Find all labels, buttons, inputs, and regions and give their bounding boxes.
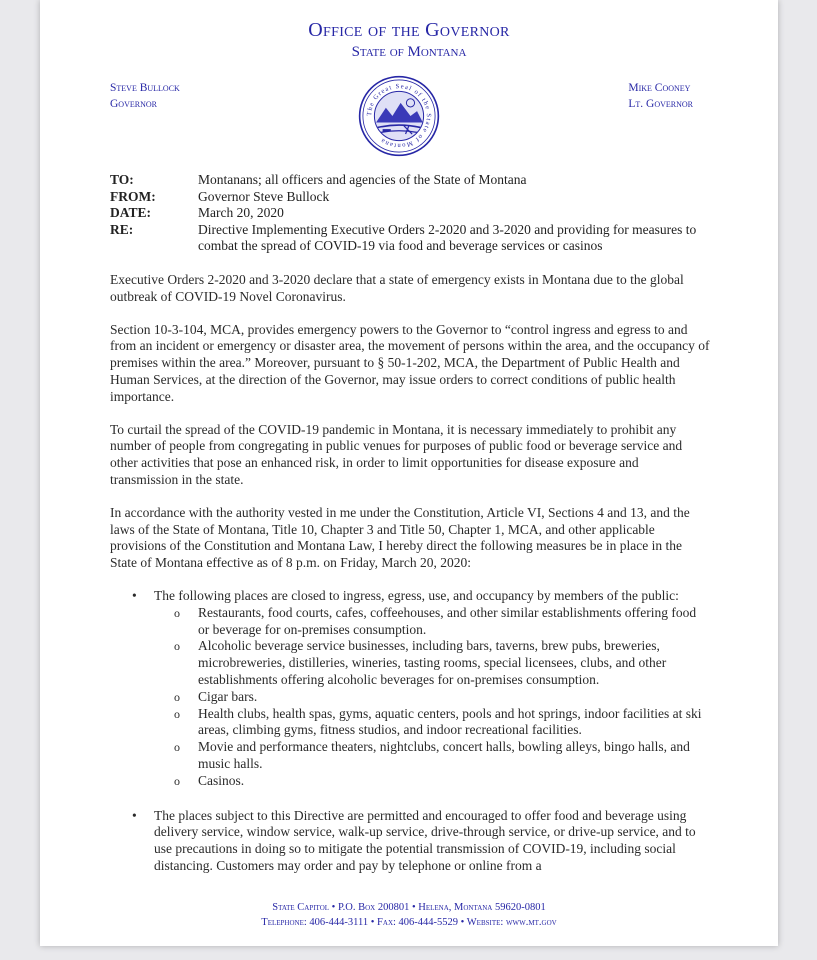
letterhead-footer	[40, 900, 778, 930]
memo-from-value: Governor Steve Bullock	[198, 188, 330, 204]
paragraph: In accordance with the authority vested in me under the Constitution, Article VI, Sections 4 and 13, and the laws of the State of Montana, Title 10, Chapter 3 and Title 50, Chapter 1, MCA, and other applicable provisions of the Constitution and Montana Law, I hereby direct the following measures be in place in the State of Montana effective as of 8 p.m. on Friday, March 20, 2020:	[110, 504, 690, 571]
footer-address: State Capitol • P.O. Box 200801 • Helena, Montana 59620-0801	[272, 902, 546, 913]
memo-to-row	[110, 172, 710, 189]
list-item-text: Health clubs, health spas, gyms, aquatic centers, pools and hot springs, indoor facilities at ski areas, climbing gyms, fitness studios, and indoor recreational facilities.	[198, 705, 702, 738]
lt-governor-block	[628, 80, 693, 112]
lt-governor-name: Mike Cooney	[628, 82, 691, 94]
list-item-text: Restaurants, food courts, cafes, coffeehouses, and other similar establishments offering food or beverage for on-premises consumption.	[198, 604, 697, 637]
letter-body	[110, 272, 710, 893]
list-item	[154, 605, 710, 639]
list-item-text: Cigar bars.	[198, 688, 258, 704]
paragraph: Section 10-3-104, MCA, provides emergency powers to the Governor to “control ingress and egress to and from an incident or emergency or disaster area, the movement of persons within the area, and the occupancy of premises within the area.” Moreover, pursuant to § 50-1-202, MCA, the Department of Public Health and Human Services, at the direction of the Governor, may issue orders to correct conditions of public health importance.	[110, 321, 710, 404]
governor-name: Steve Bullock	[110, 82, 180, 94]
sub-bullet-marker: o	[174, 773, 180, 788]
memo-from-label: FROM:	[110, 188, 156, 204]
sub-bullet-marker: o	[174, 605, 180, 620]
memo-to-label: TO:	[110, 172, 134, 187]
directive-text: The following places are closed to ingress, egress, use, and occupancy by members of the public:	[154, 587, 679, 603]
governor-block	[110, 80, 180, 112]
list-item-text: Alcoholic beverage service businesses, including bars, taverns, brew pubs, breweries, microbreweries, distilleries, wineries, tasting rooms, special licensees, clubs, and other establishments offering alcoholic beverages for on-premises consumption.	[198, 638, 667, 687]
list-item-text: Casinos.	[198, 772, 245, 788]
paragraph: To curtail the spread of the COVID-19 pandemic in Montana, it is necessary immediately to prohibit any number of people from congregating in public venues for purposes of public food or beverage service and other activities that pose an enhanced risk, in order to limit opportunities for disease exposure and transmission in the state.	[110, 421, 683, 487]
directive-text: The places subject to this Directive are permitted and encouraged to offer food and beverage using delivery service, window service, walk-up service, drive-through service, or drive-up service, and to use precautions in doing so to mitigate the potential transmission of COVID-19, including social distancing. Customers may order and pay by telephone or online from a	[154, 807, 696, 873]
memo-re-label: RE:	[110, 221, 134, 237]
list-item	[154, 689, 710, 706]
state-seal-icon	[358, 75, 440, 157]
paragraph: Executive Orders 2-2020 and 3-2020 declare that a state of emergency exists in Montana due to the global outbreak of COVID-19 Novel Coronavirus.	[110, 272, 684, 304]
governor-title: Governor	[110, 98, 157, 110]
sub-bullet-marker: o	[174, 689, 180, 704]
memo-header	[110, 172, 710, 255]
list-item	[154, 773, 710, 790]
letterhead-title: Office of the Governor	[308, 19, 510, 41]
letterhead-subtitle: State of Montana	[351, 44, 467, 60]
memo-date-value: March 20, 2020	[198, 205, 284, 220]
memo-re-row	[110, 222, 710, 255]
memo-date-row	[110, 205, 710, 222]
list-item-text: Movie and performance theaters, nightclubs, concert halls, bowling alleys, bingo halls, and music halls.	[198, 739, 690, 771]
lt-governor-title: Lt. Governor	[628, 98, 693, 110]
bullet-marker: •	[132, 807, 137, 823]
memo-to-value: Montanans; all officers and agencies of the State of Montana	[198, 172, 527, 187]
memo-from-row	[110, 189, 710, 206]
list-item	[154, 706, 710, 740]
closed-places-list	[154, 605, 710, 790]
memo-date-label: DATE:	[110, 205, 152, 220]
sub-bullet-marker: o	[174, 639, 180, 654]
sub-bullet-marker: o	[174, 740, 180, 755]
directive-list	[110, 588, 710, 875]
footer-contact: Telephone: 406-444-3111 • Fax: 406-444-5529 • Website: www.mt.gov	[261, 917, 557, 928]
directive-item	[110, 588, 710, 790]
letter-page	[40, 0, 778, 946]
sub-bullet-marker: o	[174, 706, 180, 721]
seal-lettering: The Great Seal of the State of Montana	[366, 83, 432, 149]
bullet-marker: •	[132, 587, 137, 603]
list-item	[154, 638, 710, 688]
directive-item	[110, 808, 710, 875]
list-item	[154, 739, 710, 773]
memo-re-value: Directive Implementing Executive Orders 2-2020 and 3-2020 and providing for measures to combat the spread of COVID-19 via food and beverage services or casinos	[198, 221, 697, 253]
